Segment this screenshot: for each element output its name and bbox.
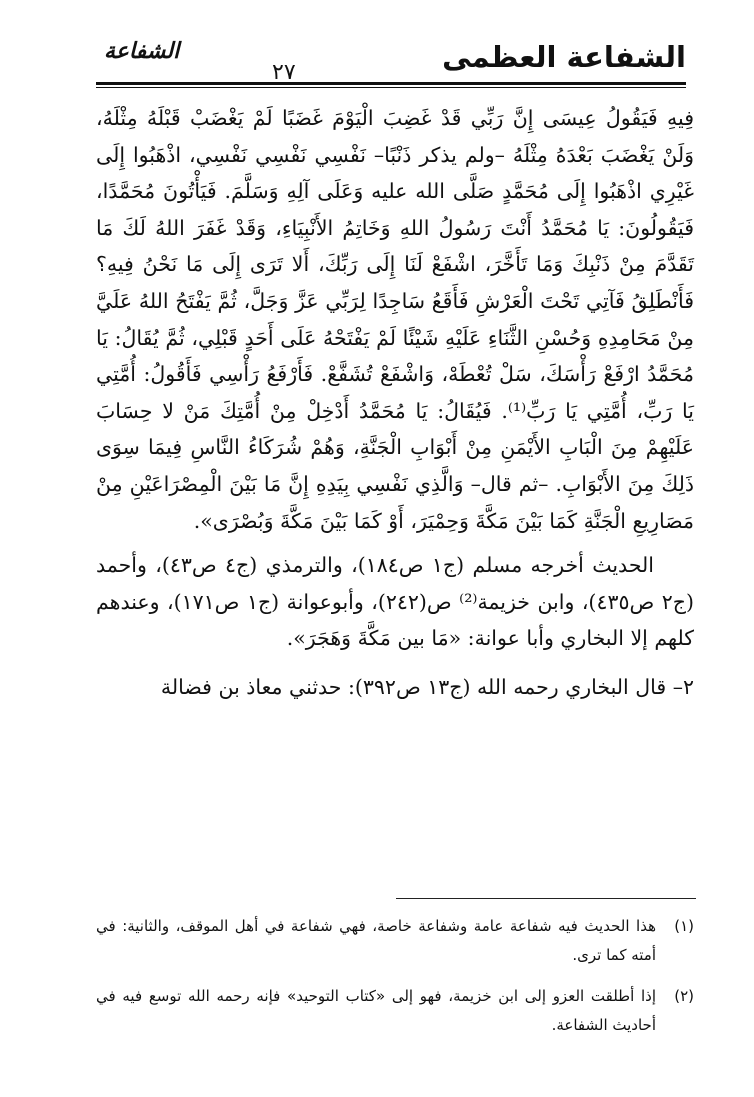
header-rule — [96, 82, 686, 85]
footnote-marker: (٢) — [674, 987, 694, 1005]
footnote-1 — [96, 912, 694, 970]
footnote-2 — [96, 982, 694, 1040]
header-rule-thin — [96, 87, 686, 88]
hadith-paragraph: فِيهِ فَيَقُولُ عِيسَى إِنَّ رَبِّي قَدْ غَضِبَ الْيَوْمَ غَضَبًا لَمْ يَغْضَبْ قَبْلَهُ مِثْلَهُ، وَلَنْ يَغْضَبَ بَعْدَهُ مِثْلَهُ –ولم يذكر ذَنْبًا– نَفْسِي نَفْسِي نَفْسِي، اذْهَبُوا إِلَى غَيْرِي اذْهَبُوا إِلَى مُحَمَّدٍ صَلَّى الله عليه وَعَلَى آلِهِ وَسَلَّمَ. فَيَأْتُونَ مُحَمَّدًا، فَيَقُولُونَ: يَا مُحَمَّدُ أَنْتَ رَسُولُ اللهِ وَخَاتِمُ الأَنْبِيَاءِ، وَقَدْ غَفَرَ اللهُ لَكَ مَا تَقَدَّمَ مِنْ ذَنْبِكَ وَمَا تَأَخَّرَ، اشْفَعْ لَنَا إِلَى رَبِّكَ، أَلا تَرَى إِلَى مَا نَحْنُ فِيهِ؟ فَأَنْطَلِقُ فَآتِي تَحْتَ الْعَرْشِ فَأَقَعُ سَاجِدًا لِرَبِّي عَزَّ وَجَلَّ، ثُمَّ يَفْتَحُ اللهُ عَلَيَّ مِنْ مَحَامِدِهِ وَحُسْنِ الثَّنَاءِ عَلَيْهِ شَيْئًا لَمْ يَفْتَحْهُ عَلَى أَحَدٍ قَبْلِي، ثُمَّ يُقَالُ: يَا مُحَمَّدُ ارْفَعْ رَأْسَكَ، سَلْ تُعْطَهْ، وَاشْفَعْ تُشَفَّعْ. فَأَرْفَعُ رَأْسِي فَأَقُولُ: أُمَّتِي يَا رَبِّ، أُمَّتِي يَا رَبِّ⁽¹⁾. فَيُقَالُ: يَا مُحَمَّدُ أَدْخِلْ مِنْ أُمَّتِكَ مَنْ لا حِسَابَ عَلَيْهِمْ مِنَ الْبَابِ الأَيْمَنِ مِنْ أَبْوَابِ الْجَنَّةِ، وَهُمْ شُرَكَاءُ النَّاسِ فِيمَا سِوَى ذَلِكَ مِنَ الأَبْوَابِ. –ثم قال– وَالَّذِي نَفْسِي بِيَدِهِ إِنَّ مَا بَيْنَ الْمِصْرَاعَيْنِ مِنْ مَصَارِيعِ الْجَنَّةِ كَمَا بَيْنَ مَكَّةَ وَحِمْيَرَ، أَوْ كَمَا بَيْنَ مَكَّةَ وَبُصْرَى». — [96, 106, 694, 533]
footnote-marker: (١) — [674, 917, 694, 935]
page-header — [96, 38, 686, 86]
running-title: الشفاعة العظمى — [442, 40, 686, 74]
next-hadith-paragraph: ٢– قال البخاري رحمه الله (ج١٣ ص٣٩٢): حدثني معاذ بن فضالة — [160, 674, 694, 699]
footnote-separator — [396, 898, 696, 899]
footnote-text: هذا الحديث فيه شفاعة عامة وشفاعة خاصة، فهي شفاعة في أهل الموقف، والثانية: في أمته كما ترى. — [96, 917, 656, 964]
footnote-text: إذا أطلقت العزو إلى ابن خزيمة، فهو إلى «كتاب التوحيد» فإنه رحمه الله توسع فيه في أحاديث الشفاعة. — [96, 987, 656, 1034]
main-text — [96, 100, 694, 706]
page-number: ٢٧ — [272, 60, 296, 85]
footnotes — [96, 912, 694, 1052]
header-brand-logo: الشفاعة — [104, 38, 180, 64]
takhrij-paragraph: الحديث أخرجه مسلم (ج١ ص١٨٤)، والترمذي (ج٤ ص٤٣)، وأحمد (ج٢ ص٤٣٥)، وابن خزيمة⁽²⁾ ص(٢٤٢)، وأبوعوانة (ج١ ص١٧١)، وعندهم كلهم إلا البخاري وأبا عوانة: «مَا بين مَكَّةَ وَهَجَرَ». — [96, 553, 694, 651]
